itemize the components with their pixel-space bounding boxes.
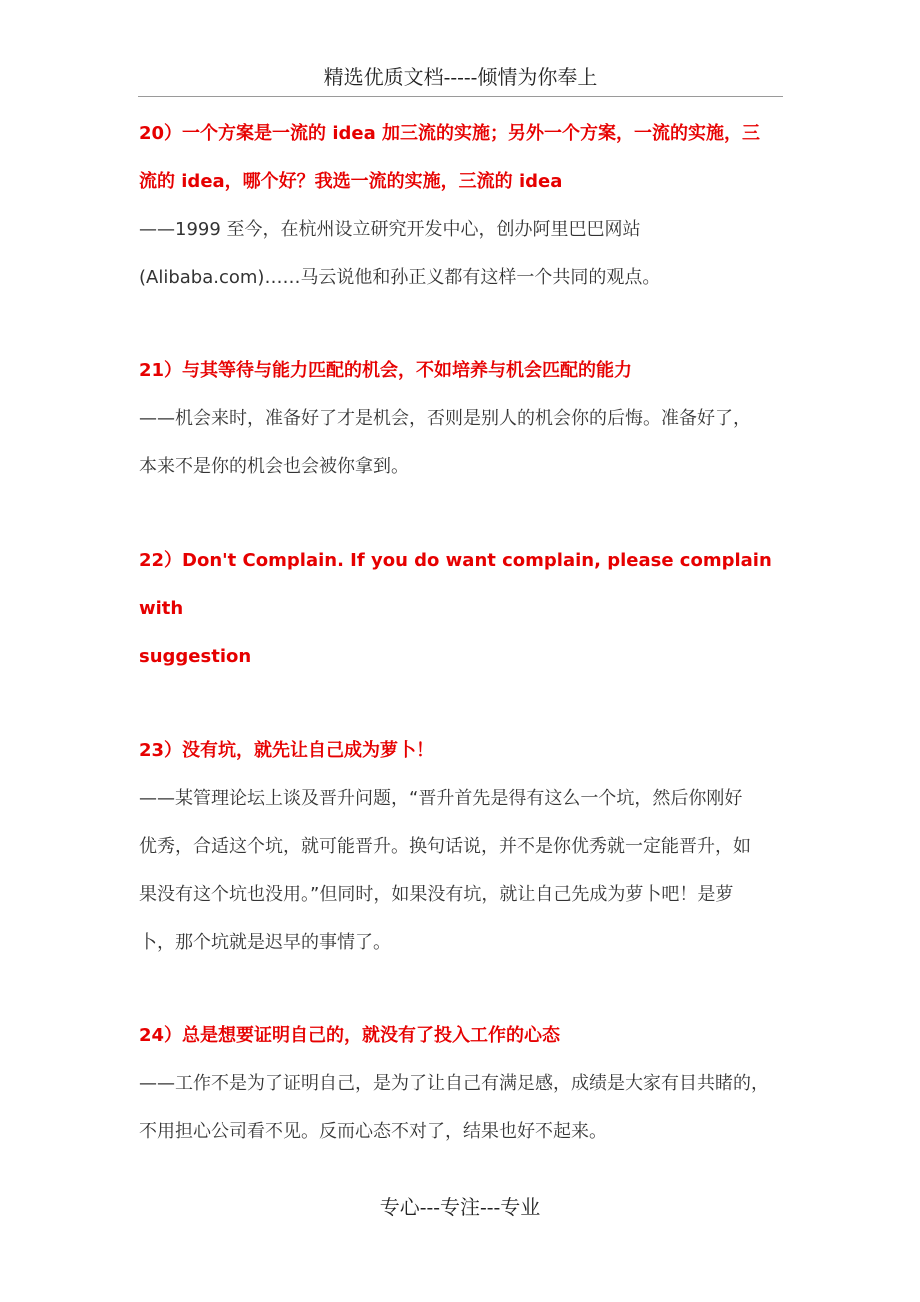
quote-title-line: 22）Don't Complain. If you do want complain, please complain with (139, 550, 772, 619)
quote-item-22 (139, 537, 791, 681)
quote-title-line: 20）一个方案是一流的 idea 加三流的实施；另外一个方案，一流的实施，三 (139, 123, 760, 144)
quote-title-line: 24）总是想要证明自己的，就没有了投入工作的心态 (139, 1025, 561, 1046)
quote-body-line: ——某管理论坛上谈及晋升问题，“晋升首先是得有这么一个坑，然后你刚好 (139, 788, 743, 809)
quote-item-23 (139, 727, 791, 967)
document-body (139, 110, 791, 1156)
quote-title-line: suggestion (139, 646, 252, 667)
quote-body-line: 不用担心公司看不见。反而心态不对了，结果也好不起来。 (139, 1121, 607, 1142)
quote-item-24 (139, 1012, 791, 1156)
quote-body-line: ——工作不是为了证明自己，是为了让自己有满足感，成绩是大家有目共睹的， (139, 1073, 769, 1094)
quote-body-line: 优秀，合适这个坑，就可能晋升。换句话说，并不是你优秀就一定能晋升，如 (139, 836, 751, 857)
quote-title-line: 23）没有坑，就先让自己成为萝卜！ (139, 740, 435, 761)
quote-body-line: ——1999 至今，在杭州设立研究开发中心，创办阿里巴巴网站 (139, 219, 641, 240)
page-header: 精选优质文档-----倾情为你奉上 (138, 62, 783, 97)
quote-body-line: 果没有这个坑也没用。”但同时，如果没有坑，就让自己先成为萝卜吧！是萝 (139, 884, 734, 905)
quote-item-21 (139, 347, 791, 491)
page-footer: 专心---专注---专业 (379, 1195, 541, 1219)
quote-title-line: 流的 idea，哪个好？我选一流的实施，三流的 idea (139, 171, 563, 192)
quote-body-line: 本来不是你的机会也会被你拿到。 (139, 456, 409, 477)
quote-body-line: 卜，那个坑就是迟早的事情了。 (139, 932, 391, 953)
quote-title-line: 21）与其等待与能力匹配的机会，不如培养与机会匹配的能力 (139, 360, 633, 381)
quote-body-line: (Alibaba.com)……马云说他和孙正义都有这样一个共同的观点。 (139, 267, 661, 288)
quote-body-line: ——机会来时，准备好了才是机会，否则是别人的机会你的后悔。准备好了， (139, 408, 751, 429)
quote-item-20 (139, 110, 791, 302)
